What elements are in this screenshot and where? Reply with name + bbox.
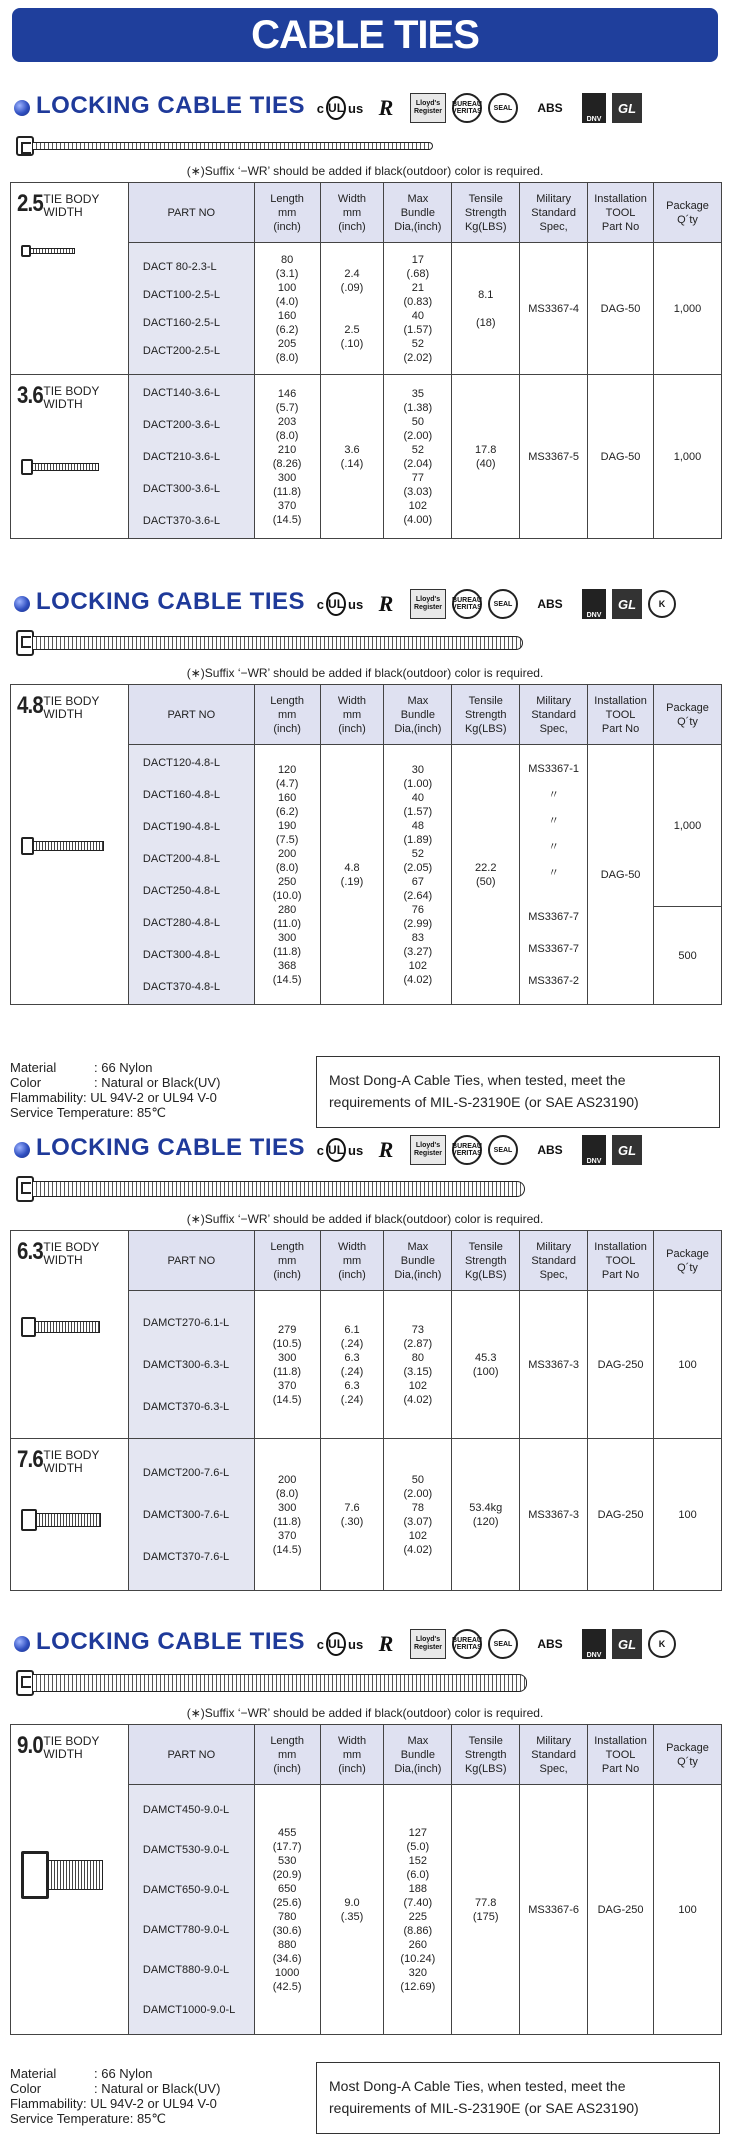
col-part-no: PART NO xyxy=(128,685,254,745)
section-2 xyxy=(0,582,730,1120)
material-list: Material : 66 Nylon Color : Natural or Black(UV) Flammability: UL 94V-2 or UL94 V-0 Service Temperature: 85℃ xyxy=(10,1060,221,1120)
col-package: Package Q´ty xyxy=(654,685,722,745)
bundle-values: 17 (.68) 21 (0.83) 40 (1.57) 52 (2.02) xyxy=(384,243,452,375)
dnv-logo: DNV xyxy=(582,1629,606,1659)
table-header-row xyxy=(11,183,722,243)
col-military: Military Standard Spec, xyxy=(520,685,588,745)
page-title: CABLE TIES xyxy=(12,8,718,62)
width-values: 7.6 (.30) xyxy=(320,1439,384,1591)
part-list: DACT 80-2.3-L DACT100-2.5-L DACT160-2.5-L DACT200-2.5-L xyxy=(128,243,254,375)
part-list: DAMCT450-9.0-L DAMCT530-9.0-L DAMCT650-9.0-L DAMCT780-9.0-L DAMCT880-9.0-L DAMCT1000-9.0-L xyxy=(128,1785,254,2035)
lloyds-register-logo: Lloyd's Register xyxy=(410,1629,446,1659)
gl-logo: GL xyxy=(612,589,642,619)
seal-logo: SEAL xyxy=(488,1135,518,1165)
col-tensile: Tensile Strength Kg(LBS) xyxy=(452,1231,520,1291)
col-length: Length mm (inch) xyxy=(254,183,320,243)
material-list: Material : 66 Nylon Color : Natural or Black(UV) Flammability: UL 94V-2 or UL94 V-0 Service Temperature: 85℃ xyxy=(10,2066,221,2126)
gl-logo: GL xyxy=(612,93,642,123)
package-qty: 1,000 xyxy=(654,375,722,539)
bureau-veritas-logo: BUREAU VERITAS xyxy=(452,1135,482,1165)
col-length: Length mm (inch) xyxy=(254,1725,320,1785)
certification-logos xyxy=(318,88,642,128)
abs-logo: ABS xyxy=(537,597,563,611)
k-mark-logo: K xyxy=(648,590,676,618)
bundle-values: 35 (1.38) 50 (2.00) 52 (2.04) 77 (3.03) 102 (4.00) xyxy=(384,375,452,539)
part-list: DACT140-3.6-L DACT200-3.6-L DACT210-3.6-L DACT300-3.6-L DACT370-3.6-L xyxy=(128,375,254,539)
body-width-cell: 7.6 TIE BODY WIDTH xyxy=(11,1439,129,1591)
col-part-no: PART NO xyxy=(128,183,254,243)
tie-body-icon xyxy=(21,459,124,475)
section-header xyxy=(0,1128,730,1174)
bureau-veritas-logo: BUREAU VERITAS xyxy=(452,1629,482,1659)
spec-table xyxy=(10,1724,722,2035)
spec-table xyxy=(10,684,722,1005)
section-3 xyxy=(0,1128,730,1591)
tie-head-icon xyxy=(16,1670,34,1696)
tie-strap-icon xyxy=(33,636,523,650)
col-bundle: Max Bundle Dia,(inch) xyxy=(384,1231,452,1291)
seal-logo: SEAL xyxy=(488,589,518,619)
seal-logo: SEAL xyxy=(488,93,518,123)
col-bundle: Max Bundle Dia,(inch) xyxy=(384,183,452,243)
length-values: 80 (3.1) 100 (4.0) 160 (6.2) 205 (8.0) xyxy=(254,243,320,375)
dnv-logo: DNV xyxy=(582,93,606,123)
width-values: 9.0 (.35) xyxy=(320,1785,384,2035)
dnv-logo: DNV xyxy=(582,589,606,619)
lloyds-register-logo: Lloyd's Register xyxy=(410,93,446,123)
bundle-values: 127 (5.0) 152 (6.0) 188 (7.40) 225 (8.86) 260 (10.24) 320 (12.69) xyxy=(384,1785,452,2035)
military-spec: MS3367-4 xyxy=(520,243,588,375)
suffix-note: (∗)Suffix ‘−WR’ should be added if black(outdoor) color is required. xyxy=(186,164,544,178)
part-list: DACT120-4.8-L DACT160-4.8-L DACT190-4.8-L DACT200-4.8-L DACT250-4.8-L DACT280-4.8-L DACT300-4.8-L DACT370-4.8-L xyxy=(128,745,254,1005)
tie-strap-icon xyxy=(33,1181,525,1197)
section-header xyxy=(0,582,730,628)
bullet-icon xyxy=(14,100,30,116)
length-values: 120 (4.7) 160 (6.2) 190 (7.5) 200 (8.0) 250 (10.0) 280 (11.0) 300 (11.8) 368 (14.5) xyxy=(254,745,320,1005)
military-spec: MS3367-3 xyxy=(520,1439,588,1591)
gl-logo: GL xyxy=(612,1135,642,1165)
width-values: 3.6 (.14) xyxy=(320,375,384,539)
tool-part: DAG-250 xyxy=(588,1785,654,2035)
ul-recognized-logo: R xyxy=(378,95,394,120)
section-title: LOCKING CABLE TIES xyxy=(36,1134,306,1161)
suffix-note: (∗)Suffix ‘−WR’ should be added if black(outdoor) color is required. xyxy=(186,666,544,680)
col-bundle: Max Bundle Dia,(inch) xyxy=(384,1725,452,1785)
bullet-icon xyxy=(14,1636,30,1652)
tie-head-icon xyxy=(16,1176,34,1202)
bullet-icon xyxy=(14,596,30,612)
dnv-logo: DNV xyxy=(582,1135,606,1165)
col-military: Military Standard Spec, xyxy=(520,1725,588,1785)
spec-table xyxy=(10,182,722,539)
width-values: 2.4 (.09) 2.5 (.10) xyxy=(320,243,384,375)
section-header xyxy=(0,86,730,132)
certification-logos xyxy=(318,1130,642,1170)
section-1 xyxy=(0,86,730,539)
bureau-veritas-logo: BUREAU VERITAS xyxy=(452,93,482,123)
material-info xyxy=(0,2062,730,2142)
package-qty: 100 xyxy=(654,1439,722,1591)
military-spec: MS3367-1 〃 〃 〃 〃 MS3367-7 MS3367-7 MS3367-2 xyxy=(520,745,588,1005)
bullet-icon xyxy=(14,1142,30,1158)
length-values: 200 (8.0) 300 (11.8) 370 (14.5) xyxy=(254,1439,320,1591)
package-qty: 100 xyxy=(654,1291,722,1439)
col-tensile: Tensile Strength Kg(LBS) xyxy=(452,1725,520,1785)
body-width-cell: 2.5 TIE BODY WIDTH xyxy=(11,183,129,375)
part-list: DAMCT270-6.1-L DAMCT300-6.3-L DAMCT370-6.3-L xyxy=(128,1291,254,1439)
col-military: Military Standard Spec, xyxy=(520,1231,588,1291)
col-width: Width mm (inch) xyxy=(320,183,384,243)
package-qty: 500 xyxy=(654,907,722,1005)
col-package: Package Q´ty xyxy=(654,183,722,243)
section-title: LOCKING CABLE TIES xyxy=(36,92,306,119)
table-header-row xyxy=(11,685,722,745)
abs-logo: ABS xyxy=(537,1637,563,1651)
military-spec: MS3367-3 xyxy=(520,1291,588,1439)
col-part-no: PART NO xyxy=(128,1725,254,1785)
ul-listed-logo: c UL us xyxy=(318,1627,362,1661)
table-header-row xyxy=(11,1231,722,1291)
military-spec: MS3367-6 xyxy=(520,1785,588,2035)
col-tool: Installation TOOL Part No xyxy=(588,183,654,243)
col-width: Width mm (inch) xyxy=(320,1231,384,1291)
cable-tie-image xyxy=(16,1668,730,1702)
tool-part: DAG-50 xyxy=(588,745,654,1005)
tensile-values: 77.8 (175) xyxy=(452,1785,520,2035)
gl-logo: GL xyxy=(612,1629,642,1659)
tie-strap-icon xyxy=(33,1674,527,1692)
military-spec: MS3367-5 xyxy=(520,375,588,539)
certification-logos xyxy=(318,584,676,624)
col-package: Package Q´ty xyxy=(654,1725,722,1785)
col-width: Width mm (inch) xyxy=(320,685,384,745)
col-tool: Installation TOOL Part No xyxy=(588,685,654,745)
col-length: Length mm (inch) xyxy=(254,1231,320,1291)
cable-tie-image xyxy=(16,1174,730,1208)
package-qty: 1,000 xyxy=(654,243,722,375)
tool-part: DAG-50 xyxy=(588,375,654,539)
col-bundle: Max Bundle Dia,(inch) xyxy=(384,685,452,745)
length-values: 455 (17.7) 530 (20.9) 650 (25.6) 780 (30.6) 880 (34.6) 1000 (42.5) xyxy=(254,1785,320,2035)
col-length: Length mm (inch) xyxy=(254,685,320,745)
tie-head-icon xyxy=(16,630,34,656)
body-width-cell: 3.6 TIE BODY WIDTH xyxy=(11,375,129,539)
width-values: 4.8 (.19) xyxy=(320,745,384,1005)
ul-listed-logo: c UL us xyxy=(318,587,362,621)
suffix-note: (∗)Suffix ‘−WR’ should be added if black(outdoor) color is required. xyxy=(186,1706,544,1720)
tool-part: DAG-50 xyxy=(588,243,654,375)
tensile-values: 22.2 (50) xyxy=(452,745,520,1005)
spec-table xyxy=(10,1230,722,1591)
cable-tie-image xyxy=(16,628,730,662)
tie-head-icon xyxy=(16,136,34,156)
tool-part: DAG-250 xyxy=(588,1291,654,1439)
tool-part: DAG-250 xyxy=(588,1439,654,1591)
certification-logos xyxy=(318,1624,676,1664)
tensile-values: 53.4kg (120) xyxy=(452,1439,520,1591)
package-qty: 100 xyxy=(654,1785,722,2035)
bundle-values: 50 (2.00) 78 (3.07) 102 (4.02) xyxy=(384,1439,452,1591)
table-header-row xyxy=(11,1725,722,1785)
body-width-cell: 9.0 TIE BODY WIDTH xyxy=(11,1725,129,2035)
table-row xyxy=(11,1439,722,1591)
section-header xyxy=(0,1622,730,1668)
section-title: LOCKING CABLE TIES xyxy=(36,1628,306,1655)
abs-logo: ABS xyxy=(537,101,563,115)
milspec-note: Most Dong-A Cable Ties, when tested, meet the requirements of MIL-S-23190E (or SAE AS23190) xyxy=(316,2062,720,2134)
material-info xyxy=(0,1056,730,1136)
tie-body-icon xyxy=(21,1317,124,1337)
tie-body-icon xyxy=(21,1851,124,1899)
tie-strap-icon xyxy=(33,142,433,150)
cable-tie-image xyxy=(16,132,730,160)
tie-body-icon xyxy=(21,837,124,855)
k-mark-logo: K xyxy=(648,1630,676,1658)
tie-body-icon xyxy=(21,1509,124,1531)
col-package: Package Q´ty xyxy=(654,1231,722,1291)
ul-recognized-logo: R xyxy=(378,1631,394,1656)
ul-listed-logo: c UL us xyxy=(318,91,362,125)
body-width-cell: 4.8 TIE BODY WIDTH xyxy=(11,685,129,1005)
suffix-note: (∗)Suffix ‘−WR’ should be added if black(outdoor) color is required. xyxy=(186,1212,544,1226)
table-row xyxy=(11,375,722,539)
tensile-values: 17.8 (40) xyxy=(452,375,520,539)
milspec-note: Most Dong-A Cable Ties, when tested, meet the requirements of MIL-S-23190E (or SAE AS23190) xyxy=(316,1056,720,1128)
tensile-values: 8.1 (18) xyxy=(452,243,520,375)
seal-logo: SEAL xyxy=(488,1629,518,1659)
section-title: LOCKING CABLE TIES xyxy=(36,588,306,615)
length-values: 279 (10.5) 300 (11.8) 370 (14.5) xyxy=(254,1291,320,1439)
tensile-values: 45.3 (100) xyxy=(452,1291,520,1439)
lloyds-register-logo: Lloyd's Register xyxy=(410,589,446,619)
col-military: Military Standard Spec, xyxy=(520,183,588,243)
body-width-cell: 6.3 TIE BODY WIDTH xyxy=(11,1231,129,1439)
ul-recognized-logo: R xyxy=(378,591,394,616)
section-4 xyxy=(0,1622,730,2126)
abs-logo: ABS xyxy=(537,1143,563,1157)
lloyds-register-logo: Lloyd's Register xyxy=(410,1135,446,1165)
length-values: 146 (5.7) 203 (8.0) 210 (8.26) 300 (11.8) 370 (14.5) xyxy=(254,375,320,539)
col-tensile: Tensile Strength Kg(LBS) xyxy=(452,183,520,243)
part-list: DAMCT200-7.6-L DAMCT300-7.6-L DAMCT370-7.6-L xyxy=(128,1439,254,1591)
col-part-no: PART NO xyxy=(128,1231,254,1291)
col-tensile: Tensile Strength Kg(LBS) xyxy=(452,685,520,745)
col-width: Width mm (inch) xyxy=(320,1725,384,1785)
tie-body-icon xyxy=(21,245,124,257)
col-tool: Installation TOOL Part No xyxy=(588,1231,654,1291)
col-tool: Installation TOOL Part No xyxy=(588,1725,654,1785)
ul-recognized-logo: R xyxy=(378,1137,394,1162)
package-qty: 1,000 xyxy=(654,745,722,907)
bundle-values: 73 (2.87) 80 (3.15) 102 (4.02) xyxy=(384,1291,452,1439)
ul-listed-logo: c UL us xyxy=(318,1133,362,1167)
bureau-veritas-logo: BUREAU VERITAS xyxy=(452,589,482,619)
width-values: 6.1 (.24) 6.3 (.24) 6.3 (.24) xyxy=(320,1291,384,1439)
bundle-values: 30 (1.00) 40 (1.57) 48 (1.89) 52 (2.05) 67 (2.64) 76 (2.99) 83 (3.27) 102 (4.02) xyxy=(384,745,452,1005)
